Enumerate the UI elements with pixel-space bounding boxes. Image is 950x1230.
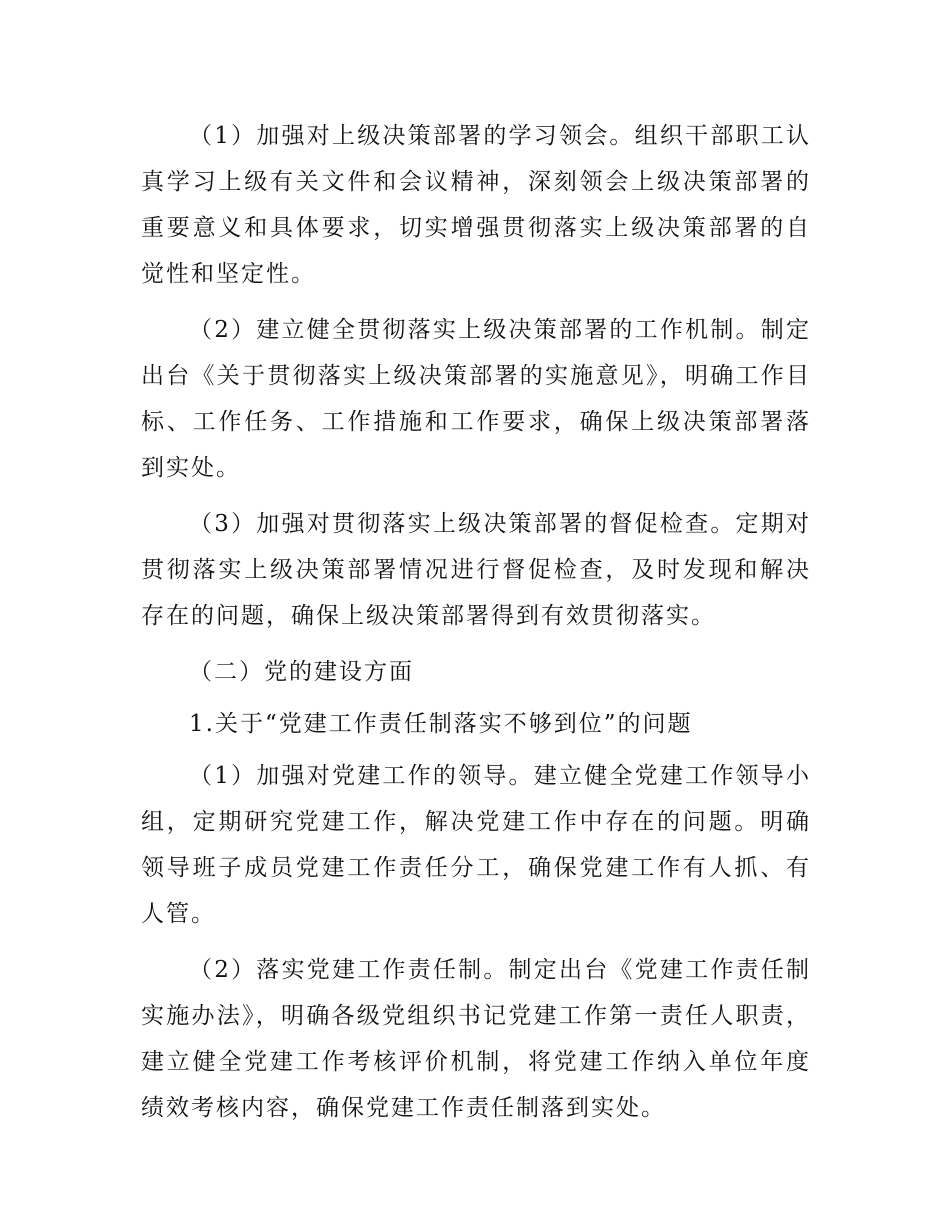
paragraph-work-mechanism: （2）建立健全贯彻落实上级决策部署的工作机制。制定出台《关于贯彻落实上级决策部署的实施意见》，明确工作目标、工作任务、工作措施和工作要求，确保上级决策部署落到实处。 [141,317,811,481]
paragraph-party-leadership: （1）加强对党建工作的领导。建立健全党建工作领导小组，定期研究党建工作，解决党建工作中存在的问题。明确领导班子成员党建工作责任分工，确保党建工作有人抓、有人管。 [141,763,811,927]
paragraph-supervision-inspection: （3）加强对贯彻落实上级决策部署的督促检查。定期对贯彻落实上级决策部署情况进行督促检查，及时发现和解决存在的问题，确保上级决策部署得到有效贯彻落实。 [141,511,811,629]
subsection-heading-responsibility-issue: 1.关于“党建工作责任制落实不够到位”的问题 [189,711,693,737]
section-heading-party-building: （二）党的建设方面 [189,659,414,685]
paragraph-responsibility-system: （2）落实党建工作责任制。制定出台《党建工作责任制实施办法》，明确各级党组织书记党建工作第一责任人职责，建立健全党建工作考核评价机制，将党建工作纳入单位年度绩效考核内容，确保党建工作责任制落到实处。 [141,957,811,1121]
paragraph-study-decisions: （1）加强对上级决策部署的学习领会。组织干部职工认真学习上级有关文件和会议精神，深刻领会上级决策部署的重要意义和具体要求，切实增强贯彻落实上级决策部署的自觉性和坚定性。 [141,123,811,287]
document-body [141,113,811,1141]
